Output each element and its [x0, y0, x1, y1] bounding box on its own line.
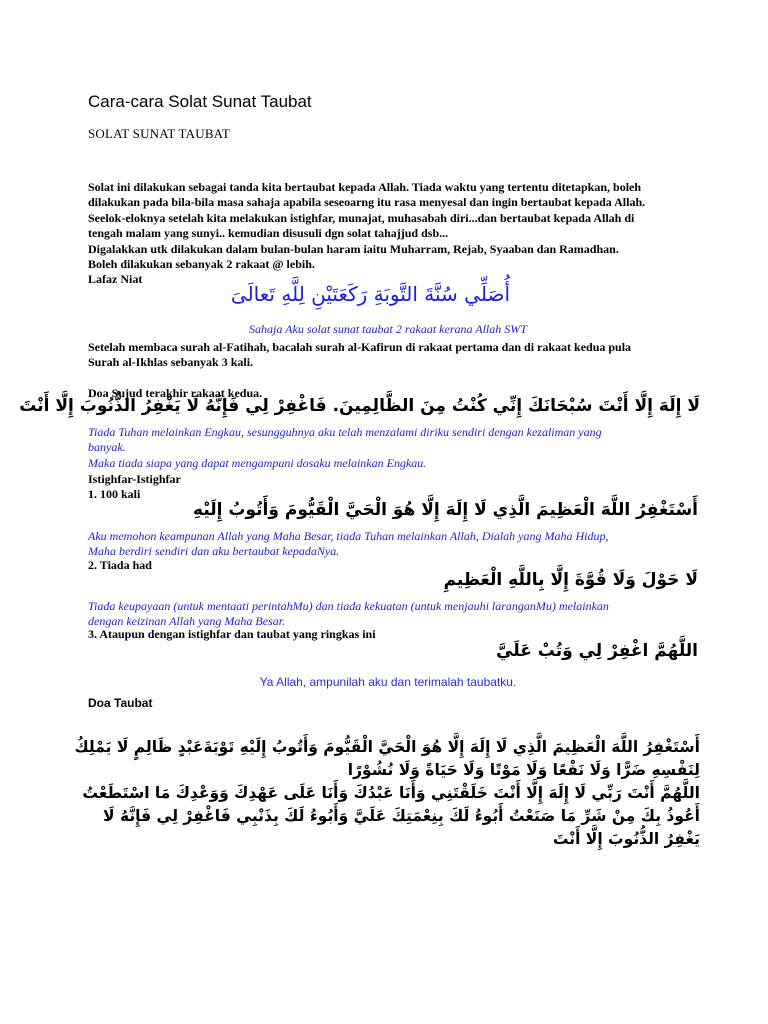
item2-label: 2. Tiada had: [88, 558, 152, 572]
intro-line: Solat ini dilakukan sebagai tanda kita bertaubat kepada Allah. Tiada waktu yang tertentu ditetapkan, boleh: [88, 180, 642, 194]
doa-taubat-line: اللَّهُمَّ أَنْتَ رَبِّي لَا إِلَهَ إِلَّا أَنْتَ خَلَقْتَنِي وَأَنَا عَبْدُكَ وَأَنَا عَلَى عَهْدِكَ وَوَعْدِكَ مَا اسْتَطَعْتُ: [82, 784, 700, 802]
sujud-translation-line: Tiada Tuhan melainkan Engkau, sesungguhnya aku telah menzalami diriku sendiri dengan kezaliman yang: [88, 425, 602, 439]
item1-translation-line: Aku memohon keampunan Allah yang Maha Besar, tiada Tuhan melainkan Allah, Dialah yang Maha Hidup,: [88, 529, 609, 543]
sujud-translation: [88, 425, 698, 471]
intro-line: Digalakkan utk dilakukan dalam bulan-bulan haram iaitu Muharram, Rejab, Syaaban dan Ramadhan.: [88, 241, 619, 256]
lafaz-niat-label: Lafaz Niat: [88, 272, 143, 286]
item3-label: 3. Ataupun dengan istighfar dan taubat yang ringkas ini: [88, 627, 376, 641]
document-title: Cara-cara Solat Sunat Taubat: [88, 92, 312, 111]
item1-translation: [88, 529, 698, 560]
niat-arabic: أُصَلِّي سُنَّةَ التَّوبَةِ رَكَعَتَيْنِ لِلَّهِ تَعالَىَ: [230, 282, 510, 306]
intro-paragraph: [88, 180, 688, 272]
item2-arabic: لَا حَوْلَ وَلَا قُوَّةَ إِلَّا بِاللَّهِ الْعَظِيمِ: [443, 570, 698, 590]
doa-taubat-line: أَسْتَغْفِرُ اللَّهَ الْعَظِيمَ الَّذِي لَا إِلَهَ إِلَّا هُوَ الْحَيَّ الْقَيُّومَ وَأَتُوبُ إِلَيْهِ تَوْبَةَعَبْدٍ ظَالِمٍ لَا يَمْلِكُ: [74, 738, 700, 756]
sujud-arabic: لَا إِلَهَ إِلَّا أَنْتَ سُبْحَانَكَ إِنِّي كُنْتُ مِنَ الظَّالِمِينَ. فَاغْفِرْ لِي فَإِنَّهُ لَا يَغْفِرُ الذُّنُوبَ إِلَّا أَنْتَ: [19, 396, 700, 416]
item1-label: 1. 100 kali: [88, 487, 141, 501]
surah-paragraph: [88, 340, 688, 371]
doa-taubat-line: لِنَفْسِهِ ضَرًّا وَلَا نَفْعًا وَلَا مَوْتًا وَلَا حَيَاةً وَلَا نُشُوْرًا: [347, 761, 700, 779]
intro-line: Seelok-eloknya setelah kita melakukan istighfar, munajat, muhasabah diri...dan bertaubat kepada Allah di: [88, 210, 635, 225]
niat-translation: Sahaja Aku solat sunat taubat 2 rakaat kerana Allah SWT: [249, 322, 527, 336]
sujud-translation-line: Maka tiada siapa yang dapat mengampuni dosaku melainkan Engkau.: [88, 455, 427, 470]
item1-arabic: أَسْتَغْفِرُ اللَّهَ الْعَظِيمَ الَّذِي لَا إِلَهَ إِلَّا هُوَ الْحَيَّ الْقَيُّومَ وَأَتُوبُ إِلَيْهِ: [193, 500, 698, 520]
intro-line: dilakukan pada bila-bila masa sahaja apabila seseoarng itu rasa menyesal dan ingin bertaubat kepada Allah.: [88, 195, 646, 210]
item2-translation-line: dengan keizinan Allah yang Maha Besar.: [88, 614, 286, 629]
item3-translation: Ya Allah, ampunilah aku dan terimalah taubatku.: [259, 675, 517, 689]
intro-line: tengah malam yang sunyi.. kemudian disusuli dgn solat tahajjud dsb...: [88, 226, 449, 241]
doa-taubat-line: أَعُوذُ بِكَ مِنْ شَرِّ مَا صَنَعْتُ أَبُوءُ لَكَ بِنِعْمَتِكَ عَلَيَّ وَأَبُوءُ لَكَ بِذَنْبِي فَاغْفِرْ لِي فَإِنَّهُ لَا: [103, 807, 700, 825]
item1-translation-line: Maha berdiri sendiri dan aku bertaubat kepadaNya.: [88, 544, 340, 559]
surah-line: Setelah membaca surah al-Fatihah, bacalah surah al-Kafirun di rakaat pertama dan di rakaat kedua pula: [88, 340, 632, 354]
section-title: SOLAT SUNAT TAUBAT: [88, 126, 230, 141]
item3-arabic: اللَّهُمَّ اغْفِرْ لِي وَتُبْ عَلَيَّ: [496, 641, 698, 661]
surah-line: Surah al-Ikhlas sebanyak 3 kali.: [88, 355, 254, 370]
doa-taubat-label: Doa Taubat: [88, 696, 153, 710]
doa-taubat-line: يَغْفِرُ الذُّنُوبَ إِلَّا أَنْتَ: [552, 830, 700, 848]
sujud-label: Doa Sujud terakhir rakaat kedua.: [88, 386, 263, 400]
istighfar-label: Istighfar-Istighfar: [88, 472, 181, 486]
item2-translation-line: Tiada keupayaan (untuk mentaati perintahMu) dan tiada kekuatan (untuk menjauhi laranganMu) melainkan: [88, 599, 609, 613]
sujud-translation-line: banyak.: [88, 440, 126, 455]
item2-translation: [88, 599, 698, 630]
intro-line: Boleh dilakukan sebanyak 2 rakaat @ lebih.: [88, 257, 315, 272]
doa-taubat-arabic: [74, 736, 700, 851]
